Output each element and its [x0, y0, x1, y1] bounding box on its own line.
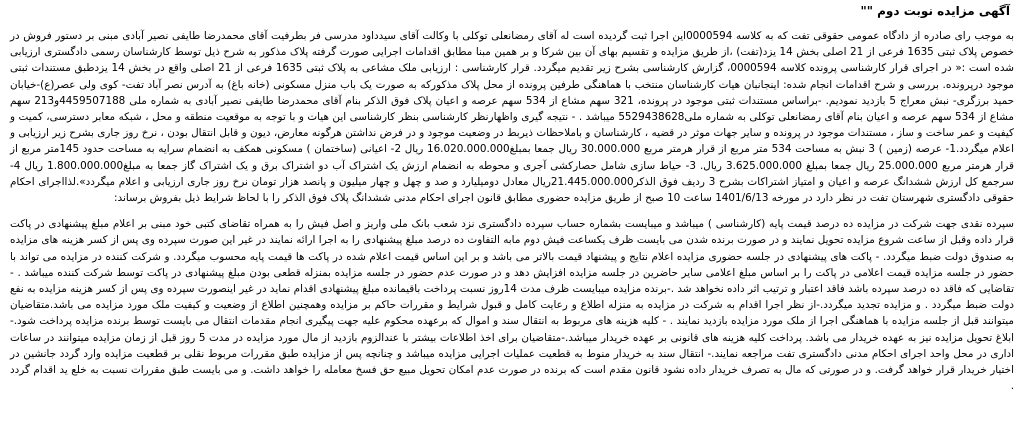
- notice-paragraph-case-details: به موجب رای صادره از دادگاه عمومی حقوقی تفت که به کلاسه 0000594این اجرا ثبت گردیده است له آقای رمضانعلی توکلی با وکالت آقای سیدداود مدرسی فر بطرفیت آقای محمدرضا طایفی نصیر آبادی مبنی بر دستور فروش در خصوص پلاک ثبتی 1635 فرعی از 21 اصلی بخش 14 یزد(تفت) ،از طریق مزایده و تقسیم بهای آن بین شرکا و بر همین مبنا مطابق اقدامات اجرایی صورت گرفته پلاک مذکور به شرح ذیل توسط کارشناسان رسمی دادگستری ارزیابی شده است :« در اجرای قرار کارشناسی پرونده کلاسه 0000594، گزارش کارشناسی بشرح زیر تقدیم میگردد. قرار کارشناسی : ارزیابی ملک مشاعی به پلاک ثبتی 1635 فرعی از 21 اصلی واقع در بخش 14 یزدطبق مستندات ثبتی موجود درپرونده. بررسی و شرح اقدامات انجام شده: اینجانبان هیات کارشناسان منتخب با هماهنگی طرفین پرونده از محل پلاک مذکورکه به صورت یک باب منزل مسکونی (خانه باغ) به آدرس نصر آباد تفت- کوی ولی عصر(ع)-خیابان حمید برزگری- نبش معراج 5 بازدید نمودیم. -براساس مستندات ثبتی موجود در پرونده، 321 سهم مشاع از 534 سهم عرصه و اعیان پلاک فوق الذکر بنام آقای محمدرضا طایفی نصیر آبادی به شماره ملی 4459507188و213 سهم مشاع از 534 سهم عرصه و اعیان بنام آقای رمضانعلی توکلی به شماره ملی5529438628 میباشد . - نتیجه گیری واظهارنظر کارشناسی بنظر کارشناسی این هیات و با توجه به موقعیت منطقه و محل ، شبکه معابر دسترسی، کمیت و کیفیت و عمر ساخت و ساز ، مستندات موجود در پرونده و سایر جهات موثر در قضیه ، کارشناسان و باملاحظات ذیربط در وضعیت موجود و در فرض نداشتن هرگونه معارض، دیون و قابل انتقال بودن ، نرخ روز جاری بشرح زیر ارزیابی و اعلام میگردد.1- عرصه (زمین ) 3 نبش به مساحت 534 متر مربع از قرار هرمتر مربع 30.000.000 ریال جمعا بمبلغ16.020.000.000 ریال 2- اعیانی (ساختمان ) مسکونی همکف به انضمام سرایه به مساحت حدود 145متر مربع از قرار هرمتر مربع 25.000.000 ریال جمعا بمبلغ 3.625.000.000 ریال. 3- حیاط سازی شامل حصارکشی آجری و محوطه به انضمام ارزش یک اشتراک آب دو اشتراک برق و یک اشتراک گاز جمعا به مبلغ1.800.000.000 ریال 4- سرجمع کل ارزش ششدانگ عرصه و اعیان و امتیاز اشتراکات بشرح 3 ردیف فوق الذکر21.445.000.000ریال معادل دومیلیارد و صد و چهل و چهار میلیون و پانصد هزار تومان نرخ روز جاری ارزیابی و اعلام میگردد».لذااجرای احکام حقوقی دادگستری شهرستان تفت در نظر دارد در مورخه 1401/6/13 ساعت 10 صبح از طریق مزایده حضوری مطابق قانون اجرای احکام مدنی ششدانگ پلاک فوق الذکر را با لحاظ شرایط ذیل بفروش برساند:: [10, 30, 1015, 205]
- notice-title: آگهی مزایده نوبت دوم "": [860, 4, 1010, 18]
- notice-paragraph-auction-terms: سپرده نقدی جهت شرکت در مزایده ده درصد قیمت پایه (کارشناسی ) میباشد و میبایست بشماره حساب سپرده دادگستری نزد شعب بانک ملی واریز و اصل فیش را به همراه تقاضای کتبی خود مبنی بر اعلام مبلغ پیشنهادی در پاکت قرار داده وقبل از ساعت شروع مزایده تحویل نمایند و در صورت برنده شدن می بایست ظرف یکساعت فیش دوم مابه التفاوت ده درصد مبلغ پیشنهادی را به اجرا ارائه نمایند در غیر این صورت سپرده وی پس از کسر هزینه های مزایده به صندوق دولت ضبط میگردد. - پاکت های پیشنهادی در جلسه حضوری مزایده اعلام نتایج و پیشنهاد قیمت بالاتر می باشد و بر این اساس قیمت اعلام شده در پاکت ها قیمت پایه محسوب میگردد. و شرکت کننده در مزایده می تواند با حضور در جلسه مزایده قیمت اعلامی در پاکت را بر اساس مبلغ اعلامی سایر حاضرین در جلسه مزایده افزایش دهد و در صورت عدم حضور در جلسه مزایده بمنزله قطعی بودن مبلغ پیشنهادی در پاکت توسط شرکت کننده میباشد . - تقاضایی که فاقد ده درصد سپرده باشد فاقد اعتبار و ترتیب اثر داده نخواهد شد .-برنده مزایده میبایست ظرف مدت 14روز نسبت پرداخت باقیمانده مبلغ پیشنهادی اقدام نماید در غیر اینصورت سپرده وی پس از کسر هزینه مزایده به نفع دولت ضبط میگردد . و مزایده تجدید میگردد.-از نظر اجرا اقدام به شرکت در مزایده به منزله اطلاع و رعایت کامل و قبول شرایط و مقررات حاکم بر مزایده وهمچنین اطلاع از وضعیت و کیفیت ملک مورد مزایده می باشد.متقاضیان میتوانند قبل از جلسه مزایده با هماهنگی اجرا از ملک مورد مزایده بازدید نمایند . - کلیه هزینه های مربوط به انتقال سند و اموال که برعهده محکوم علیه جهت پیگیری انجام مقدمات انتقال می بایست توسط برنده مزایده پرداخت شود.-ابلاغ تحویل مزایده نیز به عهده خریدار می باشد. پرداخت کلیه هزینه های قانونی بر عهده خریدار میباشد.-متقاضیان برای اخذ اطلاعات بیشتر با عندالزوم بازدید از مال مورد مزایده در مدت 5 روز قبل از زمان مزایده میتوانند در ساعات اداری در محل واحد اجرای احکام مدنی دادگستری تفت مراجعه نمایند.- انتقال سند به خریدار منوط به قطعیت عملیات اجرایی مزایده میباشد و چنانچه پس از مزایده طبق مقررات مربوط نقلی بر قطعیت مزایده وارد گردد جانشین در اختیار خریدار قرار خواهد گرفت. و در صورتی که مال به تصرف خریدار داده نشود قانون مقدم است که برنده در صورت عدم امکان تحویل مبیع حق فسخ معامله را خواهد داشت. و می بایست طبق مقررات نسبت به خلع ید اقدام گردد .: [10, 218, 1014, 393]
